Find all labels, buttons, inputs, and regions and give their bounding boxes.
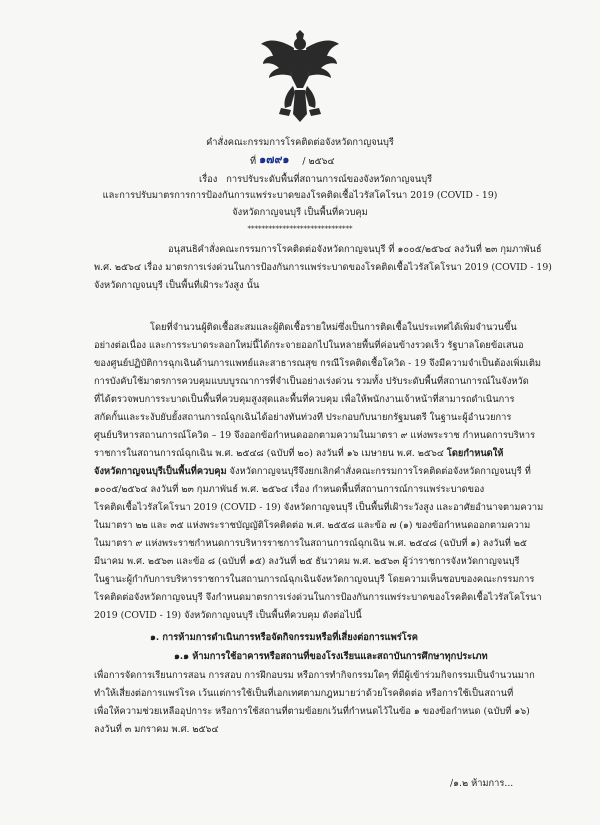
body-line: ทำให้เสี่ยงต่อการแพร่โรค เว้นแต่การใช้เป็นที่เอกเทศตามกฎหมายว่าด้วยโรคติดต่อ หรือการใช้เป็นสถานที่	[94, 688, 514, 699]
continuation-note: /๑.๒ ห้ามการ...	[450, 778, 514, 789]
body-line: ในฐานะผู้กำกับการบริหารราชการในสถานการณ์ฉุกเฉินจังหวัดกาญจนบุรี โดยความเห็นชอบของคณะกรรมการ	[94, 574, 535, 585]
body-line: ของศูนย์ปฏิบัติการฉุกเฉินด้านการแพทย์และสาธารณสุข กรณีโรคติดเชื้อโควิด - 19 จึงมีความจำเป็นต้องเพิ่มเติม	[94, 358, 542, 369]
ref-line: จังหวัดกาญจนบุรี เป็นพื้นที่เฝ้าระวังสูง นั้น	[94, 280, 260, 291]
order-number	[250, 155, 335, 168]
separator: ******************************	[247, 225, 353, 233]
body-line: ในมาตรา ๙ แห่งพระราชกำหนดการบริหารราชการในสถานการณ์ฉุกเฉิน พ.ศ. ๒๕๔๘ (ฉบับที่ ๑) ลงวันที่ ๒๕	[94, 538, 527, 549]
body-line: การบังคับใช้มาตรการควบคุมแบบบูรณาการที่จำเป็นอย่างเร่งด่วน รวมทั้ง ปรับระดับพื้นที่สถานการณ์ในจังหวัด	[94, 376, 529, 387]
number-prefix: ที่	[250, 156, 257, 167]
garuda-emblem-icon	[259, 30, 341, 122]
body-line: โรคติดต่อจังหวัดกาญจนบุรี จึงกำหนดมาตรการเร่งด่วนในการป้องกันการแพร่ระบาดของโรคติดเชื้อไวรัสโคโรนา	[94, 592, 542, 603]
body-line-text: ราชการในสถานการณ์ฉุกเฉิน พ.ศ. ๒๕๔๘ (ฉบับที่ ๒๐) ลงวันที่ ๑๖ เมษายน พ.ศ. ๒๕๖๔	[94, 448, 447, 459]
body-line: เพื่อให้ความช่วยเหลืออุปการะ หรือการใช้สถานที่ตามข้อยกเว้นที่กำหนดไว้ในข้อ ๑ ของข้อกำหนด (ฉบับที่ ๑๖)	[94, 706, 530, 717]
subject-label: เรื่อง	[199, 174, 218, 185]
body-line: เพื่อการจัดการเรียนการสอน การสอบ การฝึกอบรม หรือการทำกิจกรรมใดๆ ที่มีผู้เข้าร่วมกิจกรรมเป็นจำนวนมาก	[94, 670, 535, 681]
body-line: มีนาคม พ.ศ. ๒๕๖๓ และข้อ ๘ (ฉบับที่ ๑๕) ลงวันที่ ๒๕ ธันวาคม พ.ศ. ๒๕๖๓ ผู้ว่าราชการจังหวัดกาญจนบุรี	[94, 556, 520, 567]
subsection-heading: ๑.๑ ห้ามการใช้อาคารหรือสถานที่ของโรงเรียนและสถาบันการศึกษาทุกประเภท	[174, 651, 488, 662]
body-line: 2019 (COVID - 19) จังหวัดกาญจนบุรี เป็นพื้นที่ควบคุม ดังต่อไปนี้	[94, 610, 362, 621]
body-line	[94, 448, 503, 460]
body-line: สกัดกั้นและระงับยับยั้งสถานการณ์ฉุกเฉินได้อย่างทันท่วงที ประกอบกับนายกรัฐมนตรี ในฐานะผู้อำนวยการ	[94, 412, 512, 423]
bold-line-rest: จังหวัดกาญจนบุรีจึงยกเลิกคำสั่งคณะกรรมการโรคติดต่อจังหวัดกาญจนบุรี ที่	[226, 466, 531, 477]
subject-text-1: การปรับระดับพื้นที่สถานการณ์ของจังหวัดกาญจนบุรี	[226, 174, 433, 185]
number-suffix: / ๒๕๖๔	[302, 156, 335, 167]
bold-line	[94, 466, 531, 478]
body-line: อย่างต่อเนื่อง และการระบาดระลอกใหม่นี้ได้กระจายออกไปในหลายพื้นที่ค่อนข้างรวดเร็ว รัฐบาลโดยข้อเสนอ	[94, 340, 524, 351]
body-line: โรคติดเชื้อไวรัสโคโรนา 2019 (COVID - 19) จังหวัดกาญจนบุรี เป็นพื้นที่เฝ้าระวังสูง และอาศัยอำนาจตามความ	[94, 502, 544, 513]
ref-line: พ.ศ. ๒๕๖๔ เรื่อง มาตรการเร่งด่วนในการป้องกันการแพร่ระบาดของโรคติดเชื้อไวรัสโคโรนา 2019 (COVID - 19)	[94, 262, 552, 273]
body-line: ลงวันที่ ๓ มกราคม พ.ศ. ๒๕๖๔	[94, 724, 219, 735]
issuer-title: คำสั่งคณะกรรมการโรคติดต่อจังหวัดกาญจนบุรี	[206, 137, 394, 148]
body-line: ๑๐๐๕/๒๕๖๔ ลงวันที่ ๒๓ กุมภาพันธ์ พ.ศ. ๒๕๖๔ เรื่อง กำหนดพื้นที่สถานการณ์การแพร่ระบาดของ	[94, 484, 485, 495]
ref-line: อนุสนธิคำสั่งคณะกรรมการโรคติดต่อจังหวัดกาญจนบุรี ที่ ๑๐๐๕/๒๕๖๔ ลงวันที่ ๒๓ กุมภาพันธ์	[168, 244, 542, 255]
body-line: โดยที่จำนวนผู้ติดเชื้อสะสมและผู้ติดเชื้อรายใหม่ซึ่งเป็นการติดเชื้อในประเทศได้เพิ่มจำนวนขึ้น	[150, 322, 517, 333]
body-line: ศูนย์บริหารสถานการณ์โควิด – 19 จึงออกข้อกำหนดออกตามความในมาตรา ๙ แห่งพระราช กำหนดการบริหาร	[94, 430, 536, 441]
subject-line-3: จังหวัดกาญจนบุรี เป็นพื้นที่ควบคุม	[232, 207, 368, 218]
body-line: ในมาตรา ๒๒ และ ๓๕ แห่งพระราชบัญญัติโรคติดต่อ พ.ศ. ๒๕๕๘ และข้อ ๗ (๑) ของข้อกำหนดออกตามความ	[94, 520, 531, 531]
body-bold-tail: โดยกำหนดให้	[446, 448, 504, 459]
handwritten-number: ๑๗๙๑	[259, 153, 290, 166]
bold-line-text: จังหวัดกาญจนบุรีเป็นพื้นที่ควบคุม	[94, 466, 227, 477]
subject-line-2: และการปรับมาตรการการป้องกันการแพร่ระบาดของโรคติดเชื้อไวรัสโคโรนา 2019 (COVID - 19)	[102, 190, 498, 201]
subject-line-1	[199, 174, 432, 186]
section-heading: ๑. การห้ามการดำเนินการหรือจัดกิจกรรมหรือที่เสี่ยงต่อการแพร่โรค	[150, 632, 418, 643]
body-line: ที่ได้ตรวจพบการระบาดเป็นพื้นที่ควบคุมสูงสุดและพื้นที่ควบคุม เพื่อให้พนักงานเจ้าหน้าที่สามารถดำเนินการ	[94, 394, 515, 405]
